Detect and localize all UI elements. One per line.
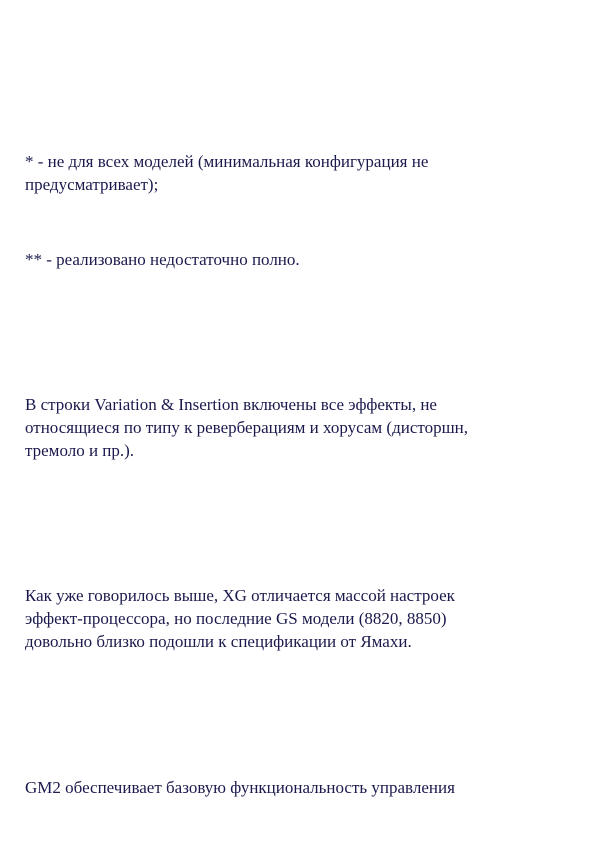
footnote-double-asterisk bbox=[25, 248, 570, 271]
paragraph-gm2 bbox=[25, 776, 570, 799]
footnote-single-asterisk bbox=[25, 150, 570, 196]
paragraph-variation-insertion bbox=[25, 393, 570, 462]
text-line: тремоло и пр.). bbox=[25, 441, 135, 460]
text-line: * - не для всех моделей (минимальная конфигурация не bbox=[25, 152, 429, 171]
text-line: предусматривает); bbox=[25, 175, 159, 194]
text-line: эффект-процессора, но последние GS модели (8820, 8850) bbox=[25, 609, 447, 628]
paragraph-xg-vs-gs bbox=[25, 584, 570, 653]
text-line: ** - реализовано недостаточно полно. bbox=[25, 250, 300, 269]
text-line: GM2 обеспечивает базовую функциональность управления bbox=[25, 778, 455, 797]
text-line: относящиеся по типу к реверберациям и хорусам (дисторшн, bbox=[25, 418, 469, 437]
text-line: довольно близко подошли к спецификации от Ямахи. bbox=[25, 632, 412, 651]
text-line: В строки Variation & Insertion включены все эффекты, не bbox=[25, 395, 437, 414]
text-line: Как уже говорилось выше, XG отличается массой настроек bbox=[25, 586, 455, 605]
